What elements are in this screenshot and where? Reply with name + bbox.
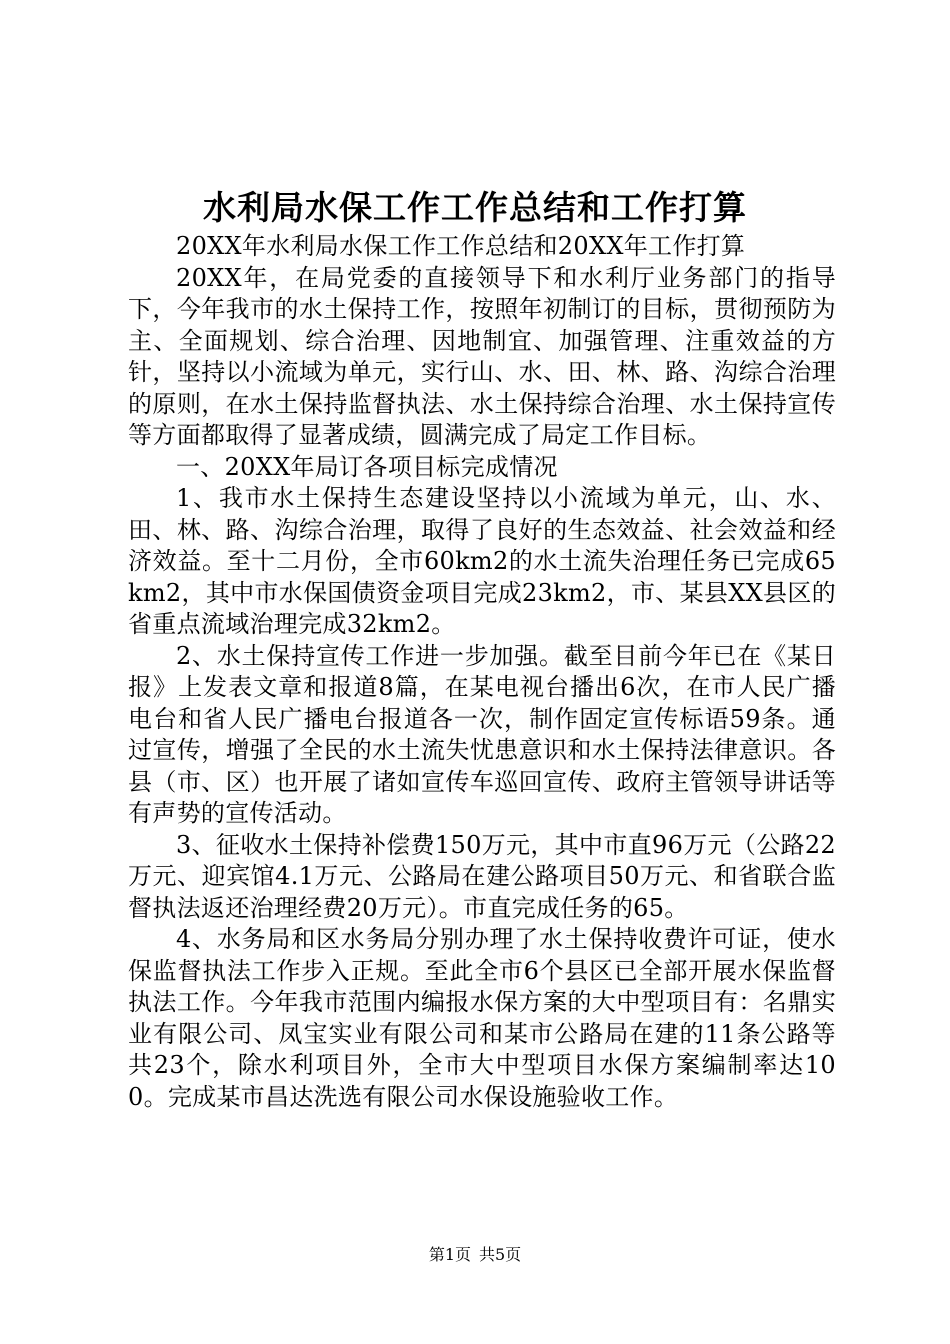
page-total: 共5页 bbox=[479, 1245, 522, 1264]
subtitle-paragraph: 20XX年水利局水保工作工作总结和20XX年工作打算 bbox=[176, 232, 746, 260]
item-paragraph-4: 4、水务局和区水务局分别办理了水土保持收费许可证，使水保监督执法工作步入正规。至此全市6个县区已全部开展水保监督执法工作。今年我市范围内编报水保方案的大中型项目有：名鼎实业有限公司、凤宝实业有限公司和某市公路局在建的11条公路等共23个，除水利项目外，全市大中型项目水保方案编制率达100。完成某市昌达洗选有限公司水保设施验收工作。 bbox=[128, 925, 836, 1111]
item-paragraph-3: 3、征收水土保持补偿费150万元，其中市直96万元（公路22万元、迎宾馆4.1万元、公路局在建公路项目50万元、和省联合监督执法返还治理经费20万元）。市直完成任务的65。 bbox=[128, 830, 836, 922]
item-paragraph-2: 2、水土保持宣传工作进一步加强。截至目前今年已在《某日报》上发表文章和报道8篇，在某电视台播出6次，在市人民广播电台和省人民广播电台报道各一次，制作固定宣传标语59条。通过宣传，增强了全民的水土流失忧患意识和水土保持法律意识。各县（市、区）也开展了诸如宣传车巡回宣传、政府主管领导讲话等有声势的宣传活动。 bbox=[128, 641, 836, 827]
page-number: 第1页 bbox=[428, 1245, 471, 1264]
page-footer bbox=[0, 1243, 950, 1267]
intro-paragraph: 20XX年，在局党委的直接领导下和水利厅业务部门的指导下，今年我市的水土保持工作，按照年初制订的目标，贯彻预防为主、全面规划、综合治理、因地制宜、加强管理、注重效益的方针，坚持以小流域为单元，实行山、水、田、林、路、沟综合治理的原则，在水土保持监督执法、水土保持综合治理、水土保持宣传等方面都取得了显著成绩，圆满完成了局定工作目标。 bbox=[128, 263, 836, 449]
document-body bbox=[128, 231, 836, 1113]
document-title: 水利局水保工作工作总结和工作打算 bbox=[203, 188, 747, 227]
section-heading: 一、20XX年局订各项目标完成情况 bbox=[176, 452, 558, 481]
item-paragraph-1: 1、我市水土保持生态建设坚持以小流域为单元，山、水、田、林、路、沟综合治理，取得了良好的生态效益、社会效益和经济效益。至十二月份，全市60km2的水土流失治理任务已完成65km2，其中市水保国债资金项目完成23km2，市、某县XX县区的省重点流域治理完成32km2。 bbox=[128, 484, 836, 638]
